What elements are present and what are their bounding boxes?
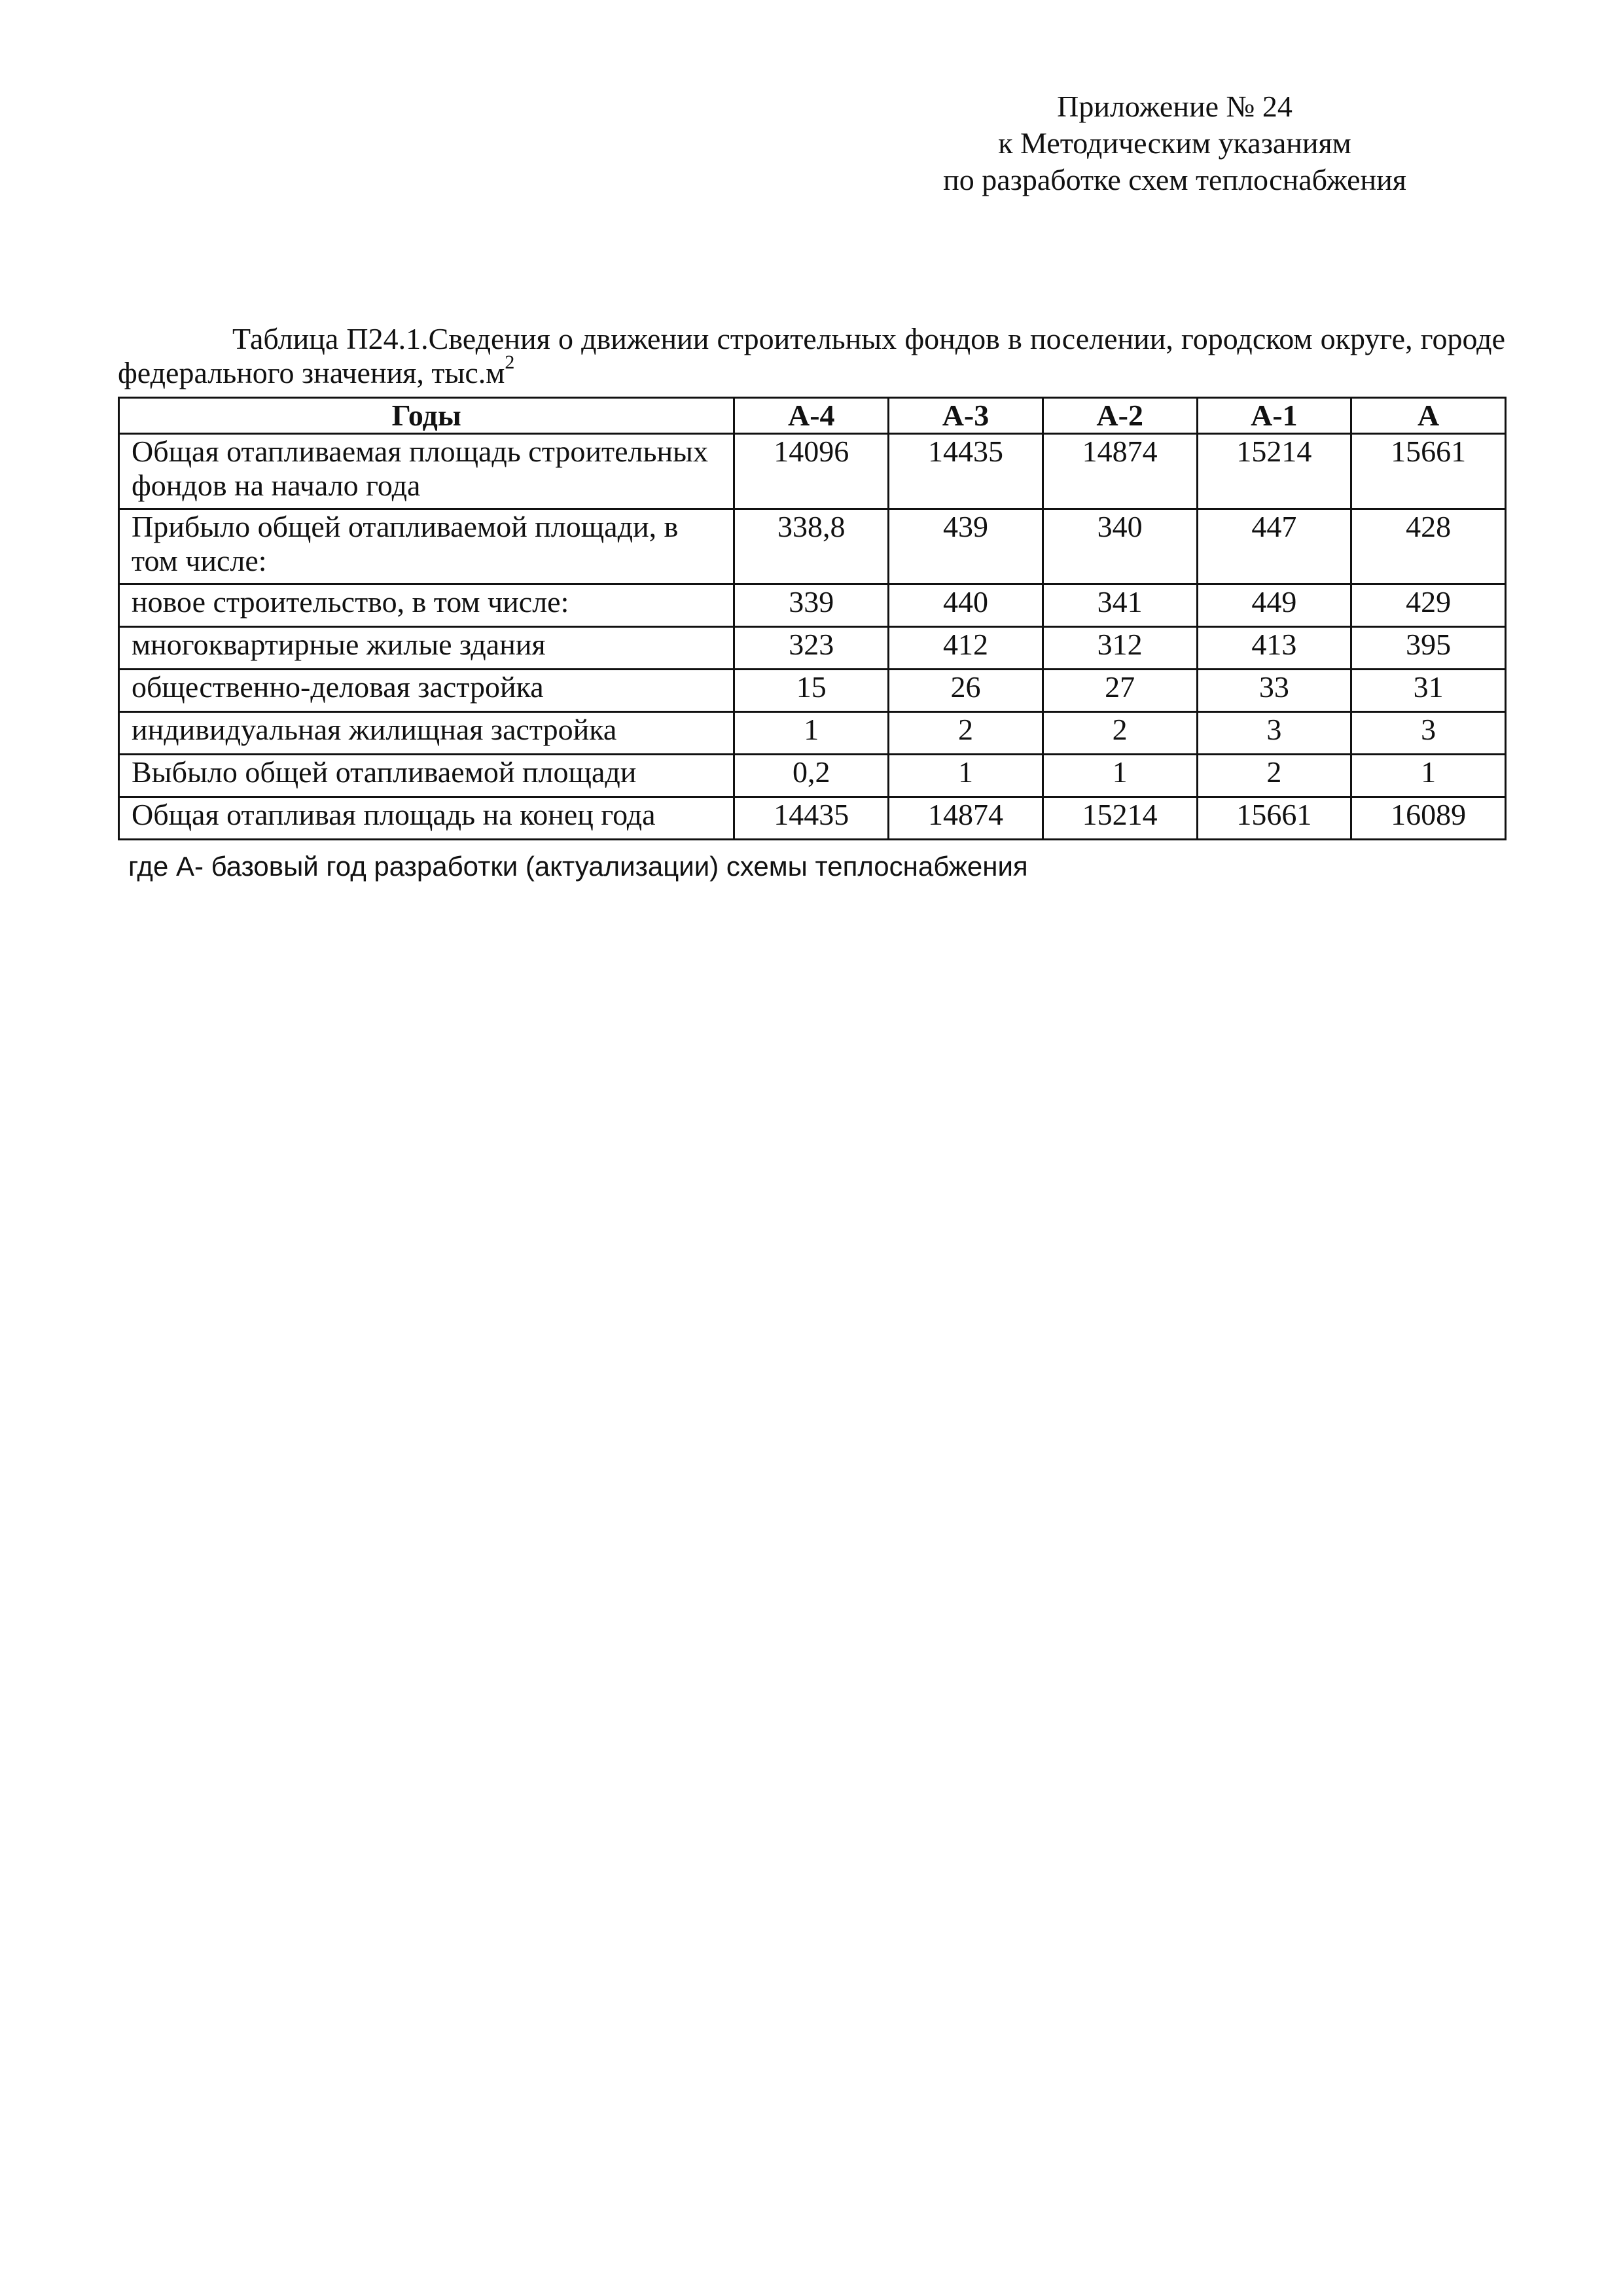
table-row [119, 509, 1506, 584]
table-row [119, 584, 1506, 627]
cell-value: 439 [889, 509, 1043, 584]
table-row [119, 627, 1506, 670]
cell-value: 338,8 [734, 509, 889, 584]
table-caption-text: Таблица П24.1.Сведения о движении строительных фондов в поселении, городском округе, городе федерального значения, тыс.м [118, 322, 1505, 389]
cell-value: 428 [1351, 509, 1506, 584]
cell-value: 15661 [1197, 797, 1351, 840]
appendix-number: Приложение № 24 [1057, 90, 1293, 123]
cell-value: 33 [1197, 670, 1351, 712]
building-funds-table [118, 397, 1507, 840]
cell-value: 26 [889, 670, 1043, 712]
row-label: Прибыло общей отапливаемой площади, в том числе: [119, 509, 734, 584]
cell-value: 14874 [889, 797, 1043, 840]
cell-value: 312 [1043, 627, 1197, 670]
table-row [119, 797, 1506, 840]
row-label: многоквартирные жилые здания [119, 627, 734, 670]
table-footnote: где А- базовый год разработки (актуализации) схемы теплоснабжения [128, 851, 1028, 882]
row-label: Общая отапливая площадь на конец года [119, 797, 734, 840]
row-label: новое строительство, в том числе: [119, 584, 734, 627]
row-label: общественно-деловая застройка [119, 670, 734, 712]
cell-value: 440 [889, 584, 1043, 627]
cell-value: 27 [1043, 670, 1197, 712]
cell-value: 2 [1043, 712, 1197, 755]
cell-value: 3 [1351, 712, 1506, 755]
cell-value: 412 [889, 627, 1043, 670]
header-year-a-1: А-1 [1197, 398, 1351, 434]
cell-value: 395 [1351, 627, 1506, 670]
header-year-a-3: А-3 [889, 398, 1043, 434]
cell-value: 16089 [1351, 797, 1506, 840]
cell-value: 14096 [734, 434, 889, 509]
table-caption [118, 322, 1505, 390]
cell-value: 15214 [1197, 434, 1351, 509]
appendix-subject: по разработке схем теплоснабжения [943, 163, 1406, 196]
cell-value: 1 [889, 755, 1043, 797]
cell-value: 1 [1351, 755, 1506, 797]
cell-value: 323 [734, 627, 889, 670]
header-year-a-4: А-4 [734, 398, 889, 434]
cell-value: 1 [734, 712, 889, 755]
cell-value: 340 [1043, 509, 1197, 584]
cell-value: 14435 [734, 797, 889, 840]
cell-value: 341 [1043, 584, 1197, 627]
row-label: Общая отапливаемая площадь строительных фондов на начало года [119, 434, 734, 509]
cell-value: 14435 [889, 434, 1043, 509]
cell-value: 15214 [1043, 797, 1197, 840]
table-row [119, 712, 1506, 755]
appendix-header [903, 88, 1446, 198]
cell-value: 339 [734, 584, 889, 627]
cell-value: 413 [1197, 627, 1351, 670]
table-header-row [119, 398, 1506, 434]
row-label: Выбыло общей отапливаемой площади [119, 755, 734, 797]
cell-value: 14874 [1043, 434, 1197, 509]
cell-value: 2 [889, 712, 1043, 755]
header-year-a-2: А-2 [1043, 398, 1197, 434]
table-row [119, 755, 1506, 797]
header-years: Годы [119, 398, 734, 434]
cell-value: 449 [1197, 584, 1351, 627]
table-row [119, 670, 1506, 712]
cell-value: 2 [1197, 755, 1351, 797]
header-year-a: А [1351, 398, 1506, 434]
table-row [119, 434, 1506, 509]
cell-value: 31 [1351, 670, 1506, 712]
table-caption-unit-exponent: 2 [505, 351, 515, 373]
cell-value: 447 [1197, 509, 1351, 584]
appendix-reference: к Методическим указаниям [998, 126, 1351, 160]
row-label: индивидуальная жилищная застройка [119, 712, 734, 755]
cell-value: 429 [1351, 584, 1506, 627]
cell-value: 0,2 [734, 755, 889, 797]
cell-value: 3 [1197, 712, 1351, 755]
cell-value: 15661 [1351, 434, 1506, 509]
cell-value: 15 [734, 670, 889, 712]
cell-value: 1 [1043, 755, 1197, 797]
